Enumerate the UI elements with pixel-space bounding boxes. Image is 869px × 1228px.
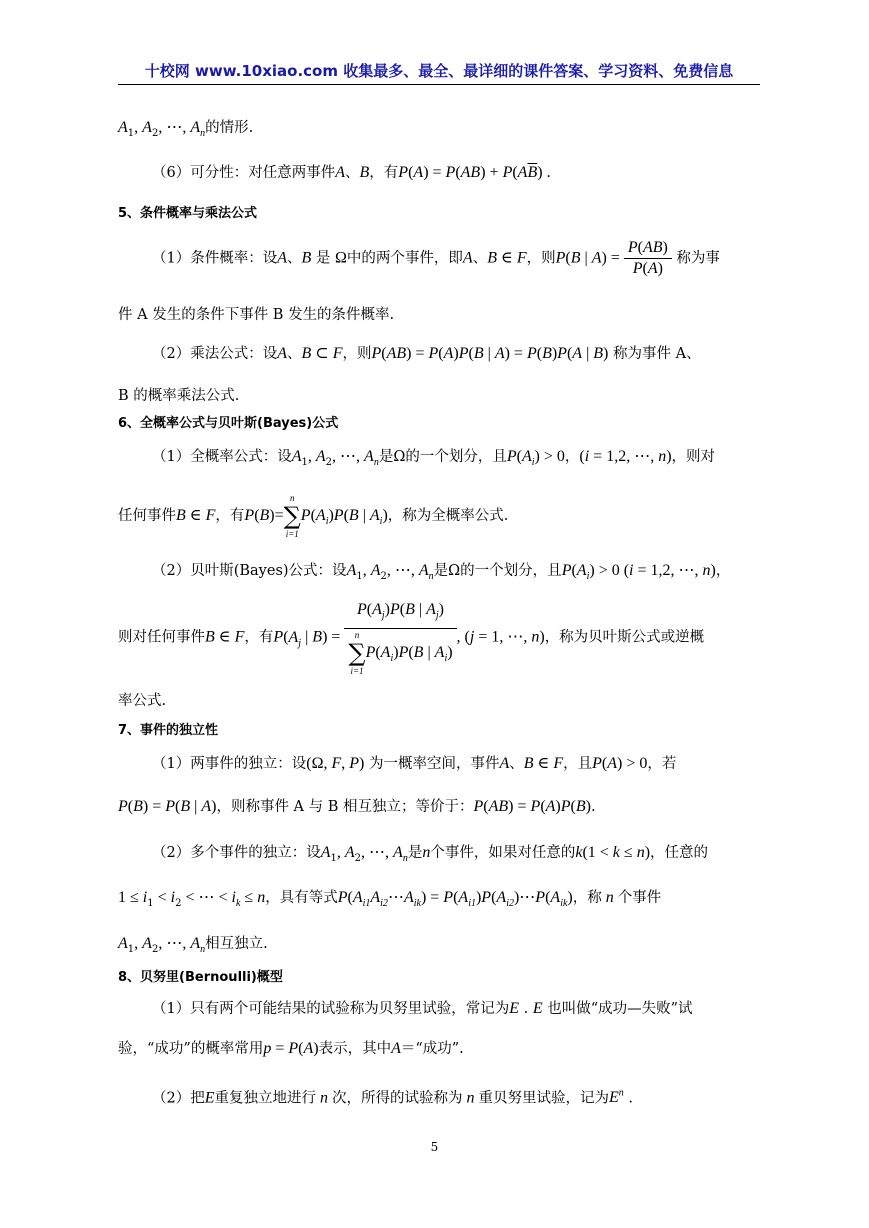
- l16-text: 相互独立.: [205, 936, 268, 952]
- line-18: 验，“成功”的概率常用p = P(A)表示，其中A＝“成功”.: [118, 1040, 464, 1057]
- l2-prefix: （6）可分性：对任意两事件: [152, 165, 336, 181]
- l15-end: 个事件: [617, 890, 662, 906]
- l19-mid3: 重贝努里试验，记为: [478, 1090, 610, 1107]
- l18-mid: 表示，其中: [318, 1041, 392, 1057]
- line-19: （2）把E重复独立地进行 n 次，所得的试验称为 n 重贝努里试验，记为$E^n$ .: [152, 1088, 634, 1107]
- header-text: 十校网 www.10xiao.com 收集最多、最全、最详细的课件答案、学习资料、免费信息: [144, 62, 734, 80]
- l8-suffix: ，称为全概率公式.: [387, 508, 509, 524]
- l17-text: （1）只有两个可能结果的试验称为贝努里试验，常记为: [152, 1001, 510, 1017]
- heading-7: 7、事件的独立性: [118, 723, 219, 738]
- page-number: 5: [430, 1140, 439, 1154]
- l10-suffix: ，称为贝叶斯公式或逆概: [544, 629, 705, 646]
- l14-suffix: ，任意的: [650, 845, 709, 861]
- heading-8: 8、贝努里(Bernoulli)概型: [118, 970, 283, 985]
- l14-mid2: 个事件，如果对任意的: [430, 845, 576, 861]
- line-16: $A_1$, $A_2$, ⋯, $A_n$相互独立.: [118, 935, 268, 956]
- l17-b: 也叫做“成功—失败”试: [547, 1001, 693, 1017]
- l18-prefix: 验，“成功”的概率常用: [118, 1041, 264, 1057]
- l3-suffix: 称为事: [676, 250, 720, 267]
- line-9: （2）贝叶斯(Bayes)公式：设$A_1$, $A_2$, ⋯, $A_n$是Ω的一个划分，且$P(A_i) > 0$ (i = 1,2, ⋯, n)，: [152, 562, 731, 583]
- line-1: $A_1$, $A_2$, ⋯, $A_n$的情形.: [118, 119, 254, 140]
- l12-suffix: ，若: [647, 756, 677, 772]
- l7-mid: 是Ω的一个划分，且: [378, 449, 507, 465]
- page-header: [118, 60, 760, 85]
- l7-prefix: （1）全概率公式：设: [152, 449, 292, 465]
- l3-prefix: （1）条件概率：设: [152, 250, 278, 267]
- line-5: （2）乘法公式：设A、B ⊂ F，则P(AB) = P(A)P(B | A) = P(B)P(A | B) 称为事件 A、: [152, 345, 701, 362]
- l8-prefix: 任何事件: [118, 508, 176, 524]
- line-1-text: 的情形.: [205, 120, 254, 136]
- l2-mid: ，有: [369, 165, 399, 181]
- line-8: 任何事件B ∈ F，有P(B)= n ∑ i=1 $P(A_i)P(B$ | $A_i$)，称为全概率公式.: [118, 493, 509, 539]
- heading-6: 6、全概率公式与贝叶斯(Bayes)公式: [118, 416, 339, 431]
- l5-prefix: （2）乘法公式：设: [152, 346, 278, 362]
- line-15: $1 \le i_1 < i_2$ < ⋯ < $i_k \le n$，具有等式$P(A_{i1}A_{i2}\cdots A_{ik})$ = $P(A_{i1})P(A_{i2})\cdots P(A_{ik})$，称 n 个事件: [118, 889, 662, 910]
- line-3: （1）条件概率：设A、B 是 Ω中的两个事件，即A、B ∈ F，则P(B | A) = $\frac{P(AB)}{P(A)}$ 称为事: [152, 239, 720, 277]
- l9-prefix: （2）贝叶斯(Bayes)公式：设: [152, 563, 347, 579]
- l10-mid: ，有: [244, 629, 274, 646]
- line-10: 则对任何事件B ∈ F，有$P(A_j$ | B) = $P(A_j)P(B$ | $A_j$) n ∑ i=1 $P(A_i)P(B$ | $A_i$) , (j = 1, ⋯, n)，称为贝叶斯公式或逆概: [118, 598, 704, 677]
- l15-suffix: ，称: [572, 890, 602, 906]
- l19-prefix: （2）把: [152, 1090, 205, 1107]
- line-12: （1）两事件的独立：设(Ω, F, P) 为一概率空间，事件A、B ∈ F，且P(A) > 0，若: [152, 755, 677, 772]
- l5-then: ，则: [342, 346, 372, 362]
- l3-then: ，则: [526, 250, 556, 267]
- l10-prefix: 则对任何事件: [118, 629, 205, 646]
- l14-prefix: （2）多个事件的独立：设: [152, 845, 321, 861]
- line-17: （1）只有两个可能结果的试验称为贝努里试验，常记为E . E 也叫做“成功—失败”试: [152, 1000, 693, 1017]
- l12-prefix: （1）两事件的独立：设: [152, 756, 307, 772]
- l7-suffix: ，则对: [671, 449, 716, 465]
- line-11: 率公式.: [118, 693, 167, 709]
- l14-mid: 是: [407, 845, 423, 861]
- line-14: （2）多个事件的独立：设$A_1$, $A_2$, ⋯, $A_n$是n个事件，如果对任意的k(1 < k ≤ n)，任意的: [152, 844, 709, 865]
- line-7: （1）全概率公式：设$A_1$, $A_2$, ⋯, $A_n$是Ω的一个划分，且$P(A_i) > 0$，(i = 1,2, ⋯, n)，则对: [152, 448, 716, 469]
- l19-mid2: 次，所得的试验称为: [332, 1090, 463, 1107]
- line-13: P(B) = P(B | A)，则称事件 A 与 B 相互独立；等价于：P(AB) = P(A)P(B).: [118, 798, 596, 815]
- line-2: （6）可分性：对任意两事件A、B，有$P(A) = P(AB) + P(A\overline{B})$ .: [152, 164, 551, 181]
- l8-mid: ，有: [215, 508, 245, 524]
- line-4: 件 A 发生的条件下事件 B 发生的条件概率.: [118, 307, 395, 323]
- line-6: B 的概率乘法公式.: [118, 388, 240, 404]
- l15-mid: ，具有等式: [265, 890, 338, 906]
- l18-suffix: ＝“成功”.: [400, 1041, 464, 1057]
- l12-mid: 为一概率空间，事件: [368, 756, 500, 772]
- l13-mid: ，则称事件 A 与 B 相互独立；等价于：: [216, 799, 474, 815]
- l12-mid2: ，且: [563, 756, 593, 772]
- heading-5: 5、条件概率与乘法公式: [118, 206, 258, 221]
- l5-suffix: 称为事件 A、: [612, 346, 701, 362]
- l19-mid: 重复独立地进行: [214, 1090, 317, 1107]
- l9-mid: 是Ω的一个划分，且: [433, 563, 562, 579]
- l3-mid: 中的两个事件，即: [346, 250, 463, 267]
